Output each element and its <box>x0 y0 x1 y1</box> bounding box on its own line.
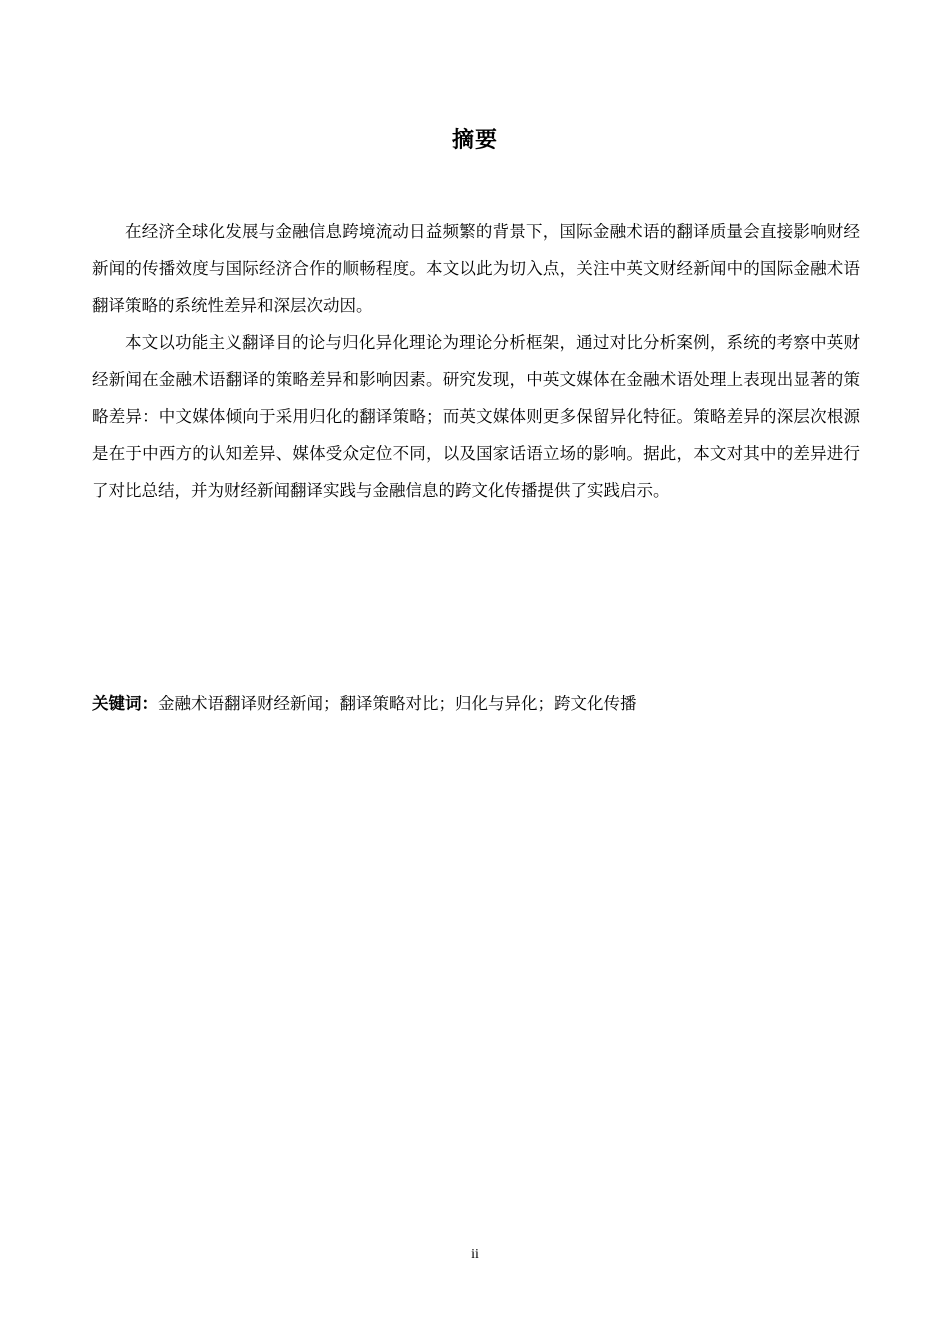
page-number: ii <box>471 1247 479 1262</box>
page-title: 摘要 <box>451 128 498 153</box>
keywords-text: 金融术语翻译财经新闻；翻译策略对比；归化与异化；跨文化传播 <box>158 694 637 713</box>
keywords-line <box>92 689 860 719</box>
abstract-body <box>92 213 860 509</box>
abstract-paragraph-2: 本文以功能主义翻译目的论与归化异化理论为理论分析框架，通过对比分析案例，系统的考察中英财经新闻在金融术语翻译的策略差异和影响因素。研究发现，中英文媒体在金融术语处理上表现出显著的策略差异：中文媒体倾向于采用归化的翻译策略；而英文媒体则更多保留异化特征。策略差异的深层次根源是在于中西方的认知差异、媒体受众定位不同，以及国家话语立场的影响。据此，本文对其中的差异进行了对比总结，并为财经新闻翻译实践与金融信息的跨文化传播提供了实践启示。 <box>92 333 860 500</box>
keywords-label: 关键词： <box>92 694 158 713</box>
abstract-paragraph-1: 在经济全球化发展与金融信息跨境流动日益频繁的背景下，国际金融术语的翻译质量会直接影响财经新闻的传播效度与国际经济合作的顺畅程度。本文以此为切入点，关注中英文财经新闻中的国际金融术语翻译策略的系统性差异和深层次动因。 <box>92 222 860 315</box>
